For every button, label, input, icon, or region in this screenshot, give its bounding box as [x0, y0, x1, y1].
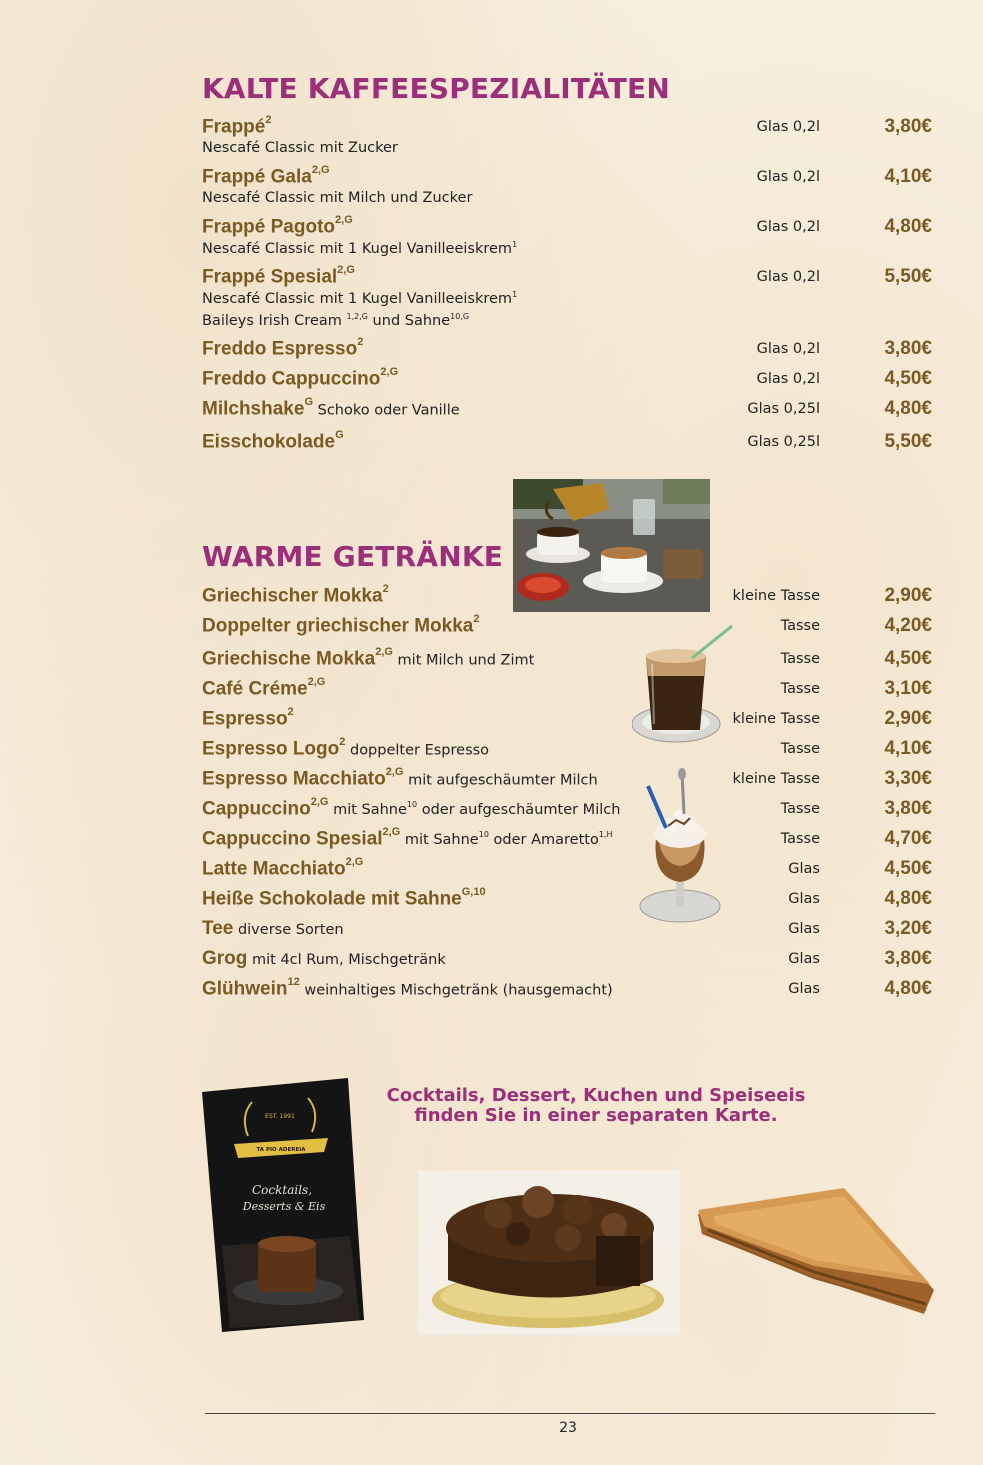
item-name: Frappé Gala$^{2,G}$ — [202, 164, 330, 188]
item-name: Espresso Logo$^2$ doppelter Espresso — [202, 736, 490, 760]
item-description-line2: Baileys Irish Cream $^{1,2,G}$ und Sahne$^{10,G}$ — [202, 312, 470, 329]
item-unit: Glas — [788, 981, 820, 997]
item-description: Nescafé Classic mit Milch und Zucker — [202, 190, 473, 206]
menu-item — [202, 798, 934, 826]
menu-item — [202, 678, 934, 706]
item-name: Cappuccino Spesial$^{2,G}$ mit Sahne$^{10}$ oder Amaretto$^{1,H}$ — [202, 826, 613, 850]
menu-item — [202, 214, 934, 257]
menu-item — [202, 978, 934, 1006]
item-name: Tee diverse Sorten — [202, 918, 344, 939]
item-description: Nescafé Classic mit 1 Kugel Vanilleeiskrem$^1$ — [202, 290, 518, 307]
item-price: 5,50€ — [884, 431, 932, 452]
item-price: 3,80€ — [884, 338, 932, 359]
menu-item — [202, 948, 934, 976]
footer-divider — [205, 1413, 935, 1414]
menu-item — [202, 768, 934, 796]
menu-item — [202, 338, 934, 366]
item-description: Nescafé Classic mit Zucker — [202, 140, 398, 156]
item-unit: Tasse — [780, 801, 820, 817]
item-name: Milchshake$^G$ Schoko oder Vanille — [202, 396, 460, 420]
item-name: Doppelter griechischer Mokka$^2$ — [202, 613, 480, 637]
menu-item — [202, 164, 934, 206]
item-name: Espresso Macchiato$^{2,G}$ mit aufgeschäumter Milch — [202, 766, 598, 790]
page-number: 23 — [559, 1420, 577, 1436]
item-name: Freddo Espresso$^2$ — [202, 336, 364, 360]
cappuccino-glass-image — [638, 768, 724, 926]
item-price: 4,50€ — [884, 858, 932, 879]
baklava-image — [694, 1186, 938, 1320]
menu-item — [202, 858, 934, 886]
item-unit: Tasse — [780, 831, 820, 847]
item-price: 4,80€ — [884, 978, 932, 999]
item-unit: Glas — [788, 921, 820, 937]
item-price: 2,90€ — [884, 708, 932, 729]
menu-item — [202, 264, 934, 329]
menu-item — [202, 368, 934, 396]
brochure-brand: TA PIO ADEREIA — [256, 1147, 306, 1153]
item-name: Cappuccino$^{2,G}$ mit Sahne$^{10}$ oder aufgeschäumter Milch — [202, 796, 621, 820]
item-price: 4,80€ — [884, 216, 932, 237]
item-unit: kleine Tasse — [732, 771, 820, 787]
item-unit: Tasse — [780, 651, 820, 667]
item-unit: Glas 0,2l — [756, 119, 820, 135]
item-description: Nescafé Classic mit 1 Kugel Vanilleeiskrem$^1$ — [202, 240, 518, 257]
item-unit: Glas 0,2l — [756, 169, 820, 185]
item-unit: Glas — [788, 861, 820, 877]
warm-section-title: WARME GETRÄNKE — [202, 540, 504, 573]
item-price: 4,20€ — [884, 615, 932, 636]
item-unit: Tasse — [780, 741, 820, 757]
item-name: Heiße Schokolade mit Sahne$^{G,10}$ — [202, 886, 486, 910]
item-name: Espresso$^2$ — [202, 706, 294, 730]
item-name: Griechische Mokka$^{2,G}$ mit Milch und Zimt — [202, 646, 535, 670]
cold-section-title: KALTE KAFFEESPEZIALITÄTEN — [202, 72, 670, 105]
item-price: 3,80€ — [884, 798, 932, 819]
item-price: 3,10€ — [884, 678, 932, 699]
brochure-est: EST. 1991 — [265, 1113, 295, 1120]
item-name: Freddo Cappuccino$^{2,G}$ — [202, 366, 399, 390]
item-unit: Glas 0,2l — [756, 341, 820, 357]
item-price: 3,80€ — [884, 116, 932, 137]
menu-item — [202, 114, 934, 156]
item-name: Frappé Spesial$^{2,G}$ — [202, 264, 355, 288]
item-price: 4,70€ — [884, 828, 932, 849]
item-unit: kleine Tasse — [732, 711, 820, 727]
item-name: Frappé$^2$ — [202, 114, 272, 138]
item-unit: Glas 0,2l — [756, 219, 820, 235]
item-price: 4,80€ — [884, 398, 932, 419]
item-unit: kleine Tasse — [732, 588, 820, 604]
item-price: 3,30€ — [884, 768, 932, 789]
item-unit: Tasse — [780, 618, 820, 634]
chocolate-cake-image — [418, 1170, 680, 1335]
item-unit: Tasse — [780, 681, 820, 697]
item-name: Café Créme$^{2,G}$ — [202, 676, 326, 700]
item-unit: Glas — [788, 951, 820, 967]
menu-item — [202, 708, 934, 736]
item-price: 3,20€ — [884, 918, 932, 939]
item-name: Eisschokolade$^G$ — [202, 429, 344, 453]
menu-item — [202, 828, 934, 856]
item-price: 5,50€ — [884, 266, 932, 287]
item-name: Frappé Pagoto$^{2,G}$ — [202, 214, 353, 238]
item-unit: Glas 0,25l — [747, 434, 820, 450]
menu-item — [202, 888, 934, 916]
menu-item — [202, 738, 934, 766]
item-unit: Glas — [788, 891, 820, 907]
item-price: 4,50€ — [884, 368, 932, 389]
brochure-script-1: Cocktails, — [251, 1183, 313, 1197]
item-name: Latte Macchiato$^{2,G}$ — [202, 856, 364, 880]
menu-item — [202, 615, 934, 643]
item-name: Grog mit 4cl Rum, Mischgetränk — [202, 948, 446, 969]
menu-item — [202, 648, 934, 676]
item-price: 4,10€ — [884, 738, 932, 759]
item-price: 2,90€ — [884, 585, 932, 606]
dessert-menu-brochure — [200, 1076, 366, 1334]
item-name: Glühwein$^{12}$ weinhaltiges Mischgetränk (hausgemacht) — [202, 976, 613, 1000]
frappe-glass-image — [632, 624, 736, 748]
item-unit: Glas 0,25l — [747, 401, 820, 417]
menu-item — [202, 585, 934, 613]
item-price: 4,80€ — [884, 888, 932, 909]
menu-item — [202, 918, 934, 946]
item-unit: Glas 0,2l — [756, 269, 820, 285]
item-price: 4,50€ — [884, 648, 932, 669]
brochure-script-2: Desserts & Eis — [242, 1200, 326, 1213]
item-price: 3,80€ — [884, 948, 932, 969]
menu-item — [202, 398, 934, 426]
promo-text: Cocktails, Dessert, Kuchen und Speiseeis finden Sie in einer separaten Karte. — [386, 1085, 806, 1126]
menu-item — [202, 431, 934, 459]
item-name: Griechischer Mokka$^2$ — [202, 583, 389, 607]
item-unit: Glas 0,2l — [756, 371, 820, 387]
item-price: 4,10€ — [884, 166, 932, 187]
